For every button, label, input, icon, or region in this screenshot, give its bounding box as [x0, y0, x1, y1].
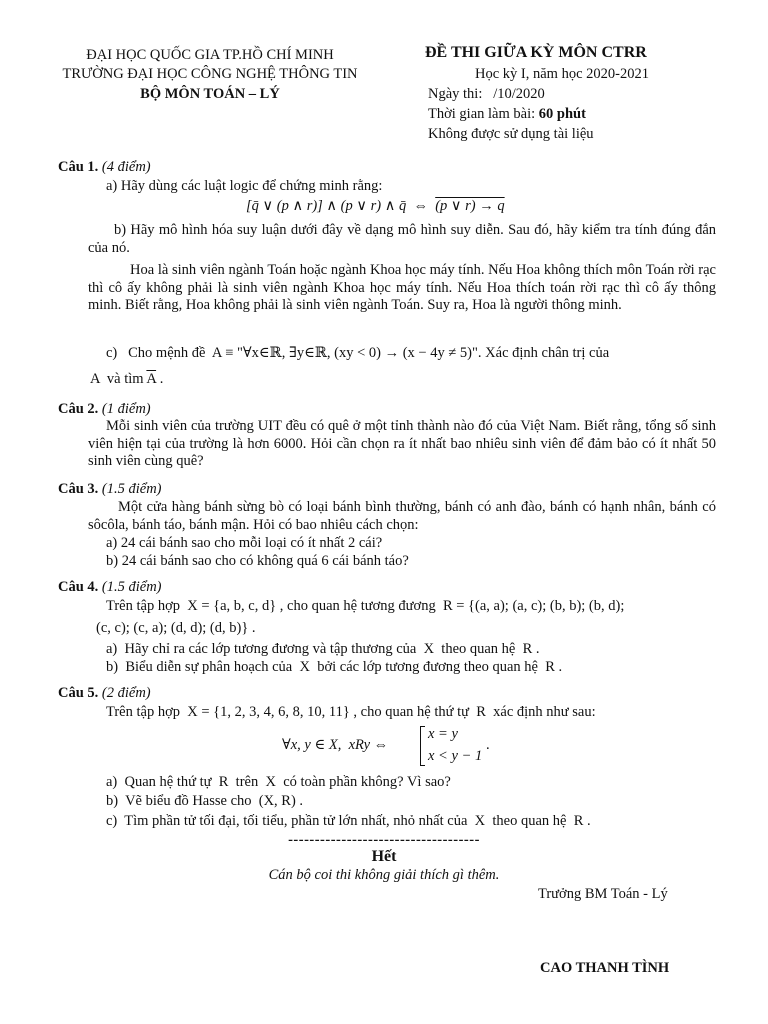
q5-brace [420, 726, 425, 766]
q1-label: Câu 1. [58, 159, 99, 175]
q1-points: (4 điểm) [101, 159, 151, 175]
q5-case2: x < y − 1 [428, 748, 483, 764]
q1a-formula-right: (p ∨ r) → q [435, 198, 505, 214]
duration-value: 60 phút [538, 106, 586, 122]
q1-heading [58, 159, 151, 176]
q2-label: Câu 2. [58, 401, 99, 417]
signer-title: Trưởng BM Toán - Lý [538, 886, 668, 902]
q4-line1: Trên tập hợp X = {a, b, c, d} , cho quan hệ tương đương R = {(a, a); (a, c); (b, b); (b, d); [106, 598, 625, 614]
q1b-passage: Hoa là sinh viên ngành Toán hoặc ngành Khoa học máy tính. Nếu Hoa không thích môn Toán rời rạc thì cô ấy không phải là sinh viên ngành Khoa học máy tính. Nếu Hoa thích toán rời rạc thì cô ấy thông minh. Biết rằng, Hoa không phải là sinh viên ngành Toán. Suy ra, Hoa là người thông minh. [88, 262, 716, 313]
q4-points: (1.5 điểm) [101, 579, 162, 595]
q3-text: Một cửa hàng bánh sừng bò có loại bánh bình thường, bánh có anh đào, bánh có hạnh nhân, bánh có sôcôla, bánh táo, bánh mận. Hỏi có bao nhiêu cách chọn: [88, 499, 716, 533]
q2-points: (1 điểm) [101, 401, 151, 417]
q3-label: Câu 3. [58, 481, 99, 497]
q2-heading [58, 401, 151, 418]
q1c-text: c) Cho mệnh đề A ≡ "∀x∈ℝ, ∃y∈ℝ, (xy < 0) → (x − 4y ≠ 5)". Xác định chân trị của [106, 345, 610, 361]
q2-text: Mỗi sinh viên của trường UIT đều có quê ở một tỉnh thành nào đó của Việt Nam. Biết rằng, tổng số sinh viên hiện tại của trường là hơn 6000. Hỏi cần chọn ra ít nhất bao nhiêu sinh viên để đảm bảo có ít nhất 50 sinh viên cùng quê? [88, 418, 716, 469]
exam-note: Không được sử dụng tài liệu [428, 126, 594, 142]
end-mark: Hết [371, 848, 397, 865]
q1c-text2 [90, 371, 163, 388]
q3b: b) 24 cái bánh sao cho có không quá 6 cái bánh táo? [106, 553, 409, 569]
q1a-formula [246, 198, 505, 215]
q1a-formula-left: [q̄ ∨ (p ∧ r)] ∧ (p ∨ r) ∧ q̄ ⇔ [246, 198, 436, 214]
divider-rule: ------------------------------------ [288, 832, 480, 848]
q5-heading [58, 685, 151, 702]
q3-points: (1.5 điểm) [101, 481, 162, 497]
q5-formula-end: . [486, 737, 490, 753]
proctor-note: Cán bộ coi thi không giải thích gì thêm. [268, 867, 500, 883]
faculty-name: TRƯỜNG ĐẠI HỌC CÔNG NGHỆ THÔNG TIN [62, 66, 358, 82]
q5-line1: Trên tập hợp X = {1, 2, 3, 4, 6, 8, 10, 11} , cho quan hệ thứ tự R xác định như sau: [106, 704, 596, 720]
semester: Học kỳ I, năm học 2020-2021 [475, 66, 649, 82]
exam-title: ĐỀ THI GIỮA KỲ MÔN CTRR [425, 44, 647, 61]
q1a-text: a) Hãy dùng các luật logic để chứng minh rằng: [106, 178, 383, 194]
q1c-prefix: A và tìm [90, 371, 147, 387]
q5-points: (2 điểm) [101, 685, 151, 701]
exam-date: Ngày thi: /10/2020 [428, 86, 545, 102]
department-name: BỘ MÔN TOÁN – LÝ [140, 86, 280, 102]
q4-heading [58, 579, 162, 596]
q4-line2: (c, c); (c, a); (d, d); (d, b)} . [96, 620, 256, 636]
signer-name: CAO THANH TÌNH [540, 960, 670, 976]
q3-heading [58, 481, 162, 498]
duration-label: Thời gian làm bài: [428, 106, 539, 122]
q5-formula-left: ∀x, y ∈ X, xRy ⇔ [282, 737, 389, 753]
q5-label: Câu 5. [58, 685, 99, 701]
exam-duration [428, 106, 586, 123]
q5b: b) Vẽ biểu đồ Hasse cho (X, R) . [106, 793, 304, 809]
q5a: a) Quan hệ thứ tự R trên X có toàn phần không? Vì sao? [106, 774, 451, 790]
q1c-end: . [156, 371, 164, 387]
q3a: a) 24 cái bánh sao cho mỗi loại có ít nhất 2 cái? [106, 535, 383, 551]
q5c: c) Tìm phần tử tối đại, tối tiểu, phần tử lớn nhất, nhỏ nhất của X theo quan hệ R . [106, 813, 591, 829]
q4-label: Câu 4. [58, 579, 99, 595]
q4b: b) Biểu diễn sự phân hoạch của X bởi các lớp tương đương theo quan hệ R . [106, 659, 563, 675]
q5-case1: x = y [428, 726, 458, 742]
q1c-abar: $\overline{A}$ [146, 371, 157, 387]
university-name: ĐẠI HỌC QUỐC GIA TP.HỒ CHÍ MINH [86, 47, 334, 63]
q1b-text: b) Hãy mô hình hóa suy luận dưới đây về dạng mô hình suy diễn. Sau đó, hãy kiểm tra tính đúng đắn của nó. [88, 222, 716, 256]
q4a: a) Hãy chỉ ra các lớp tương đương và tập thương của X theo quan hệ R . [106, 641, 540, 657]
